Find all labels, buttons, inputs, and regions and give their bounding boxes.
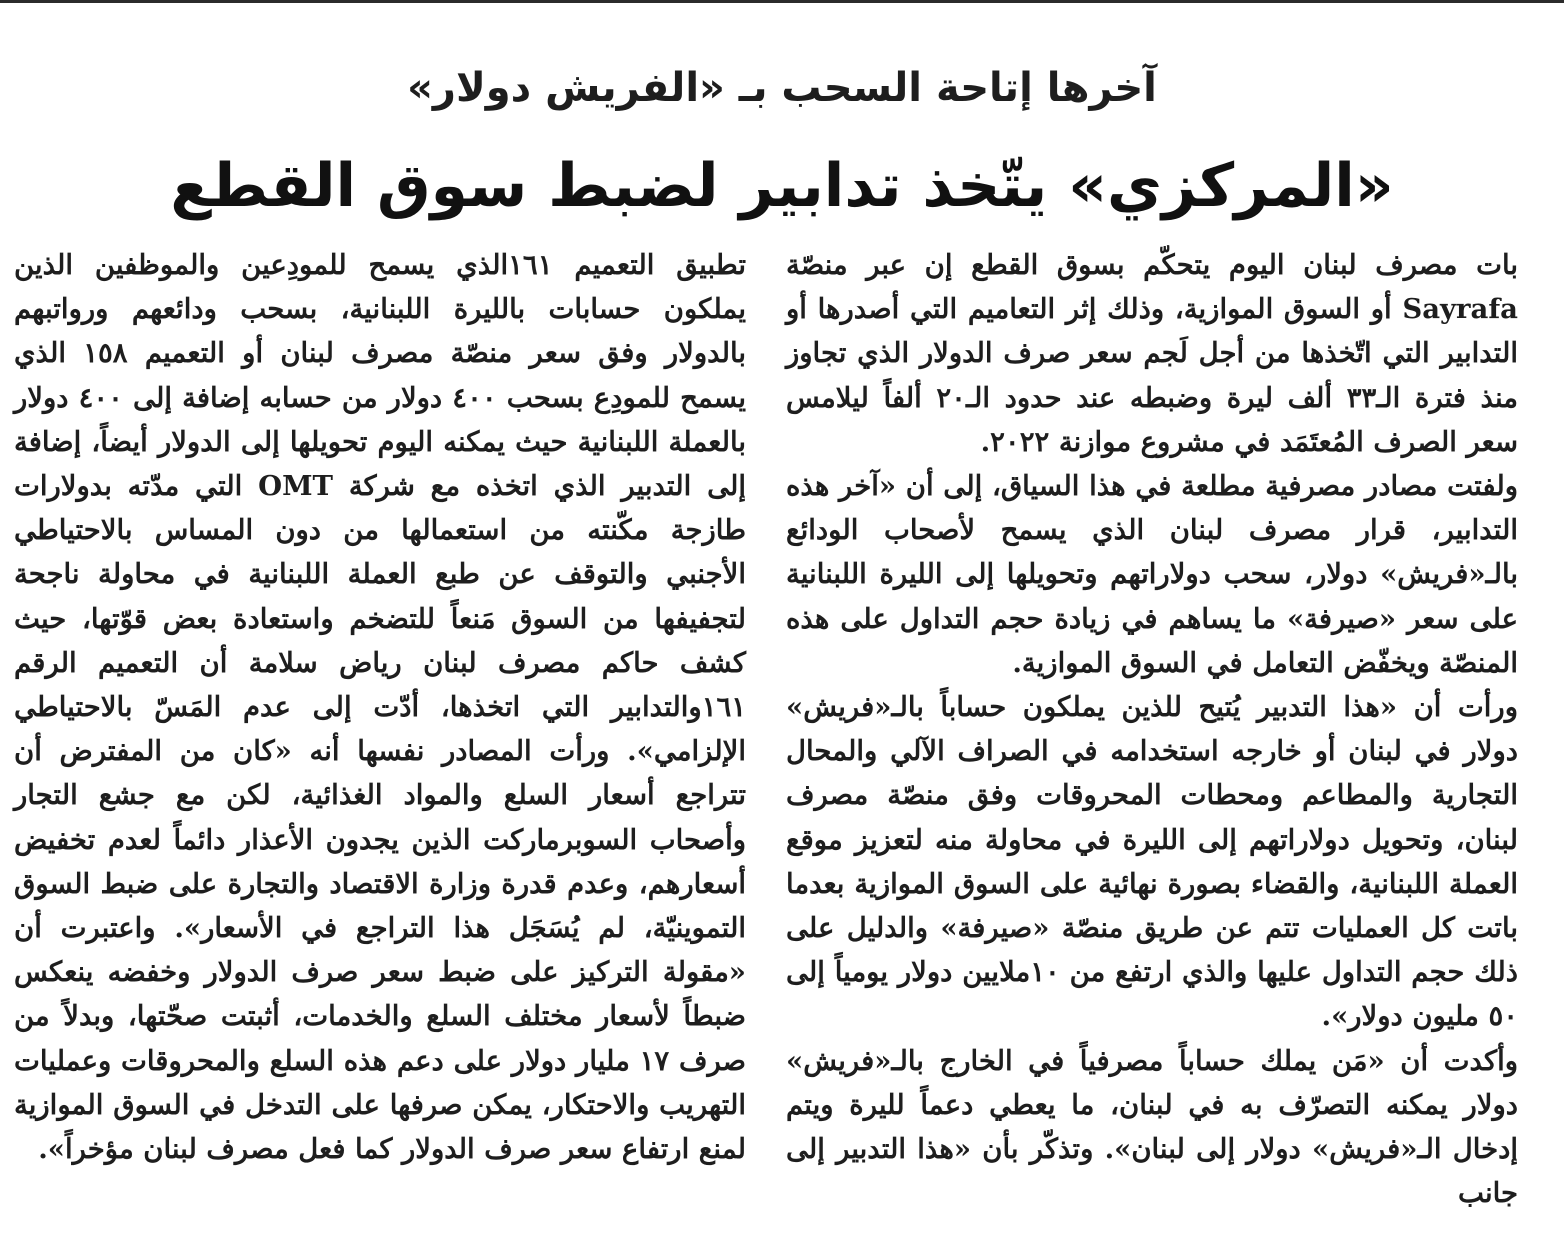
paragraph: ورأت أن «هذا التدبير يُتيح للذين يملكون حساباً بالـ«فريش» دولار في لبنان أو خارجه استخدامه في الصراف الآلي والمحال التجارية والمطاعم ومحطات المحروقات وفق منصّة مصرف لبنان، وتحويل دولاراتهم إلى الليرة في محاولة منه لتعزيز موقع العملة اللبنانية، والقضاء بصورة نهائية على السوق الموازية بعدما باتت كل العمليات تتم عن طريق منصّة «صيرفة» والدليل على ذلك حجم التداول عليها والذي ارتفع من ١٠ملايين دولار يومياً إلى ٥٠ مليون دولار». (786, 691, 1518, 1033)
top-rule (0, 0, 1564, 3)
article-column-left (14, 243, 746, 1171)
paragraph: ولفتت مصادر مصرفية مطلعة في هذا السياق، إلى أن «آخر هذه التدابير، قرار مصرف لبنان الذي يسمح لأصحاب الودائع بالـ«فريش» دولار، سحب دولاراتهم وتحويلها إلى الليرة اللبنانية على سعر «صيرفة» ما يساهم في زيادة حجم التداول على هذه المنصّة ويخفّض التعامل في السوق الموازية. (786, 470, 1518, 679)
article-headline: «المركزي» يتّخذ تدابير لضبط سوق القطع (170, 151, 1394, 221)
paragraph: وأكدت أن «مَن يملك حساباً مصرفياً في الخارج بالـ«فريش» دولار يمكنه التصرّف به في لبنان، ما يعطي دعماً لليرة ويتم إدخال الـ«فريش» دولار إلى لبنان». وتذكّر بأن «هذا التدبير إلى جانب (786, 1044, 1518, 1210)
paragraph: تطبيق التعميم ١٦١الذي يسمح للمودِعين والموظفين الذين يملكون حسابات بالليرة اللبنانية، بسحب ودائعهم ورواتبهم بالدولار وفق سعر منصّة مصرف لبنان أو التعميم ١٥٨ الذي يسمح للمودِع بسحب ٤٠٠ دولار من حسابه إضافة إلى ٤٠٠ دولار بالعملة اللبنانية حيث يمكنه اليوم تحويلها إلى الدولار أيضاً، إضافة إلى التدبير الذي اتخذه مع شركة OMT التي مدّته بدولارات طازجة مكّنته من استعمالها من دون المساس بالاحتياطي الأجنبي والتوقف عن طبع العملة اللبنانية في محاولة ناجحة لتجفيفها من السوق مَنعاً للتضخم واستعادة بعض قوّتها، حيث كشف حاكم مصرف لبنان رياض سلامة أن التعميم الرقم ١٦١والتدابير التي اتخذها، أدّت إلى عدم المَسّ بالاحتياطي الإلزامي». ورأت المصادر نفسها أنه «كان من المفترض أن تتراجع أسعار السلع والمواد الغذائية، لكن مع جشع التجار وأصحاب السوبرماركت الذين يجدون الأعذار دائماً لعدم تخفيض أسعارهم، وعدم قدرة وزارة الاقتصاد والتجارة على ضبط السوق التموينيّة، لم يُسَجَل هذا التراجع في الأسعار». واعتبرت أن «مقولة التركيز على ضبط سعر صرف الدولار وخفضه ينعكس ضبطاً لأسعار مختلف السلع والخدمات، أثبتت صحّتها، وبدلاً من صرف ١٧ مليار دولار على دعم هذه السلع والمحروقات وعمليات التهريب والاحتكار، يمكن صرفها على التدخل في السوق الموازية لمنع ارتفاع سعر صرف الدولار كما فعل مصرف لبنان مؤخراً». (14, 249, 747, 1166)
article-kicker: آخرها إتاحة السحب بـ «الفريش دولار» (407, 65, 1157, 111)
paragraph: بات مصرف لبنان اليوم يتحكّم بسوق القطع إن عبر منصّة Sayrafa أو السوق الموازية، وذلك إثر التعاميم التي أصدرها أو التدابير التي اتّخذها من أجل لَجم سعر صرف الدولار الذي تجاوز منذ فترة الـ٣٣ ألف ليرة وضبطه عند حدود الـ٢٠ ألفاً ليلامس سعر الصرف المُعتَمَد في مشروع موازنة ٢٠٢٢. (786, 249, 1518, 458)
article-column-right (786, 243, 1518, 1215)
